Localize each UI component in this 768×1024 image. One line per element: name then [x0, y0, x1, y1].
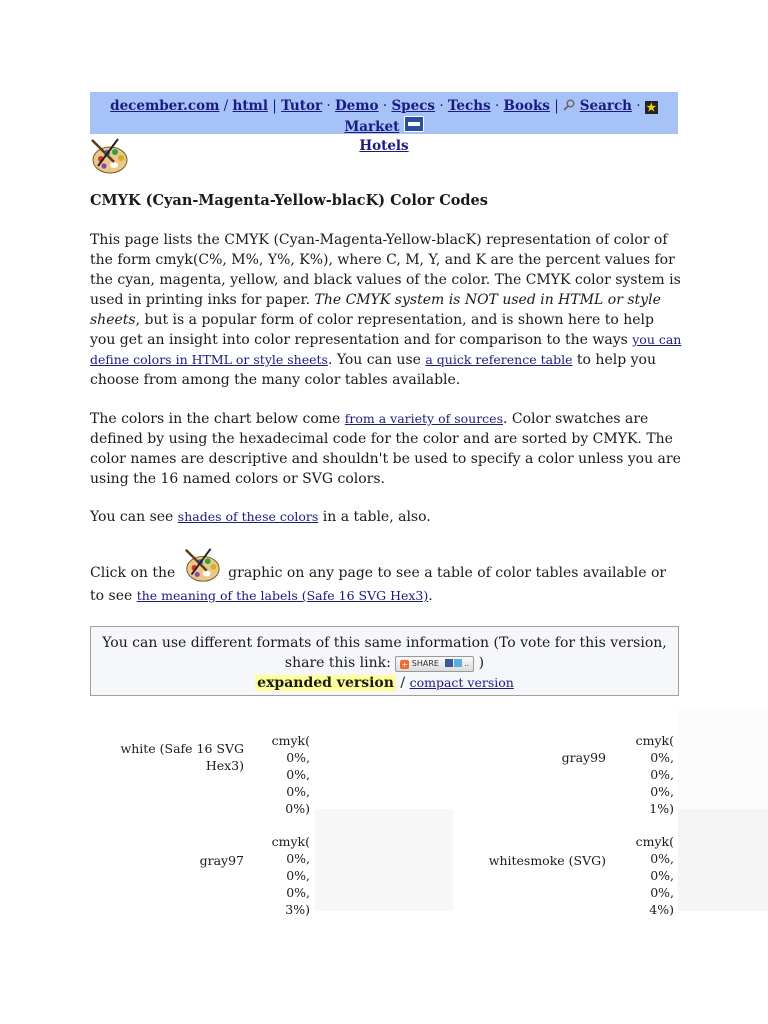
- sources-text: The colors in the chart below come: [90, 411, 345, 427]
- intro-text: to help you choose from among the many color tables available.: [90, 352, 656, 388]
- share-plus-icon: +: [401, 660, 409, 669]
- nav-link-html[interactable]: html: [232, 98, 268, 114]
- nav-separator: ·: [490, 98, 504, 114]
- nav-link-december-com[interactable]: december.com: [110, 98, 220, 114]
- color-swatch-gray97: [315, 809, 453, 911]
- share-button[interactable]: + SHARE ..: [395, 656, 474, 672]
- twitter-icon: [454, 659, 462, 667]
- color-name: white (Safe 16 SVG Hex3): [120, 741, 244, 773]
- formats-text: You can use different formats of this same information (To vote for this version, share this link:: [102, 635, 667, 671]
- color-swatch-white: [315, 708, 453, 809]
- intro-text: . You can use: [327, 352, 426, 368]
- nav-link-hotels[interactable]: Hotels: [359, 138, 409, 154]
- market-star-icon: ★: [646, 101, 657, 114]
- top-navigation-bar: [90, 92, 678, 154]
- nav-link-demo[interactable]: Demo: [334, 98, 379, 114]
- shades-paragraph: [90, 507, 682, 527]
- intro-text: , but is a popular form of color representation, and is shown here to help you get an insight into color representation and for comparison to the ways: [90, 312, 654, 348]
- color-name: gray97: [199, 853, 244, 868]
- sources-paragraph: [90, 409, 682, 489]
- color-cmyk-value: cmyk( 0%, 0%, 0%, 4%): [635, 834, 674, 917]
- nav-separator: ·: [435, 98, 448, 114]
- nav-link-techs[interactable]: Techs: [447, 98, 491, 114]
- shades-text: in a table, also.: [318, 509, 431, 525]
- nav-link-market[interactable]: Market: [344, 119, 400, 135]
- formats-text: ): [474, 655, 485, 671]
- compact-version-link[interactable]: compact version: [409, 675, 514, 690]
- palette-help-text: .: [428, 588, 433, 604]
- page-title: CMYK (Cyan-Magenta-Yellow-blacK) Color Codes: [90, 192, 488, 209]
- shades-link[interactable]: shades of these colors: [177, 509, 319, 524]
- nav-link-books[interactable]: Books: [503, 98, 550, 114]
- nav-separator: ·: [322, 98, 335, 114]
- nav-separator: ·: [378, 98, 392, 114]
- formats-box: [90, 626, 679, 696]
- color-swatch-gray99: [678, 708, 768, 809]
- nav-separator: |: [549, 98, 564, 114]
- palette-icon[interactable]: [182, 545, 222, 585]
- shades-text: You can see: [90, 509, 178, 525]
- color-cmyk-value: cmyk( 0%, 0%, 0%, 0%): [271, 733, 310, 816]
- palette-help-paragraph: [90, 545, 682, 607]
- formats-separator: /: [395, 675, 410, 691]
- color-name: whitesmoke (SVG): [488, 853, 606, 868]
- expanded-version-label: expanded version: [257, 675, 394, 691]
- palette-icon[interactable]: [88, 136, 130, 176]
- hotel-bed-icon: [404, 116, 424, 132]
- palette-help-text: Click on the: [90, 565, 180, 581]
- color-cmyk-value: cmyk( 0%, 0%, 0%, 3%): [271, 834, 310, 917]
- nav-link-specs[interactable]: Specs: [391, 98, 436, 114]
- label-meaning-link[interactable]: the meaning of the labels (Safe 16 SVG Hex3): [136, 588, 429, 603]
- intro-text: This page lists the CMYK (Cyan-Magenta-Yellow-blacK) representation of color of the form cmyk(C%, M%, Y%, K%), where C, M, Y, and K are the percent values for the cyan, magenta, yellow, and black values of the color. The CMYK color system is used in printing inks for paper.: [90, 232, 681, 308]
- sources-text: . Color swatches are defined by using the hexadecimal code for the color and are sorted by CMYK. The color names are descriptive and shouldn't be used to specify a color unless you are using the 16 named colors or SVG colors.: [90, 411, 681, 487]
- intro-paragraph: [90, 230, 682, 390]
- variety-of-sources-link[interactable]: from a variety of sources: [344, 411, 503, 426]
- color-name: gray99: [561, 750, 606, 765]
- facebook-icon: [445, 659, 453, 667]
- color-swatch-whitesmoke: [678, 809, 768, 911]
- nav-separator: /: [219, 98, 233, 114]
- nav-separator: ·: [631, 98, 645, 114]
- quick-reference-link[interactable]: a quick reference table: [425, 352, 573, 367]
- nav-link-tutor[interactable]: Tutor: [281, 98, 323, 114]
- define-colors-link[interactable]: you can define colors in HTML or style sheets: [90, 332, 682, 367]
- color-cmyk-value: cmyk( 0%, 0%, 0%, 1%): [635, 733, 674, 816]
- nav-link-search[interactable]: Search: [579, 98, 632, 114]
- nav-separator: |: [267, 98, 282, 114]
- palette-help-text: graphic on any page to see a table of color tables available or to see: [90, 565, 667, 604]
- search-magnifier-icon: [563, 99, 575, 111]
- intro-emphasis: The CMYK system is NOT used in HTML or style sheets: [90, 292, 661, 328]
- share-label: SHARE: [411, 659, 439, 668]
